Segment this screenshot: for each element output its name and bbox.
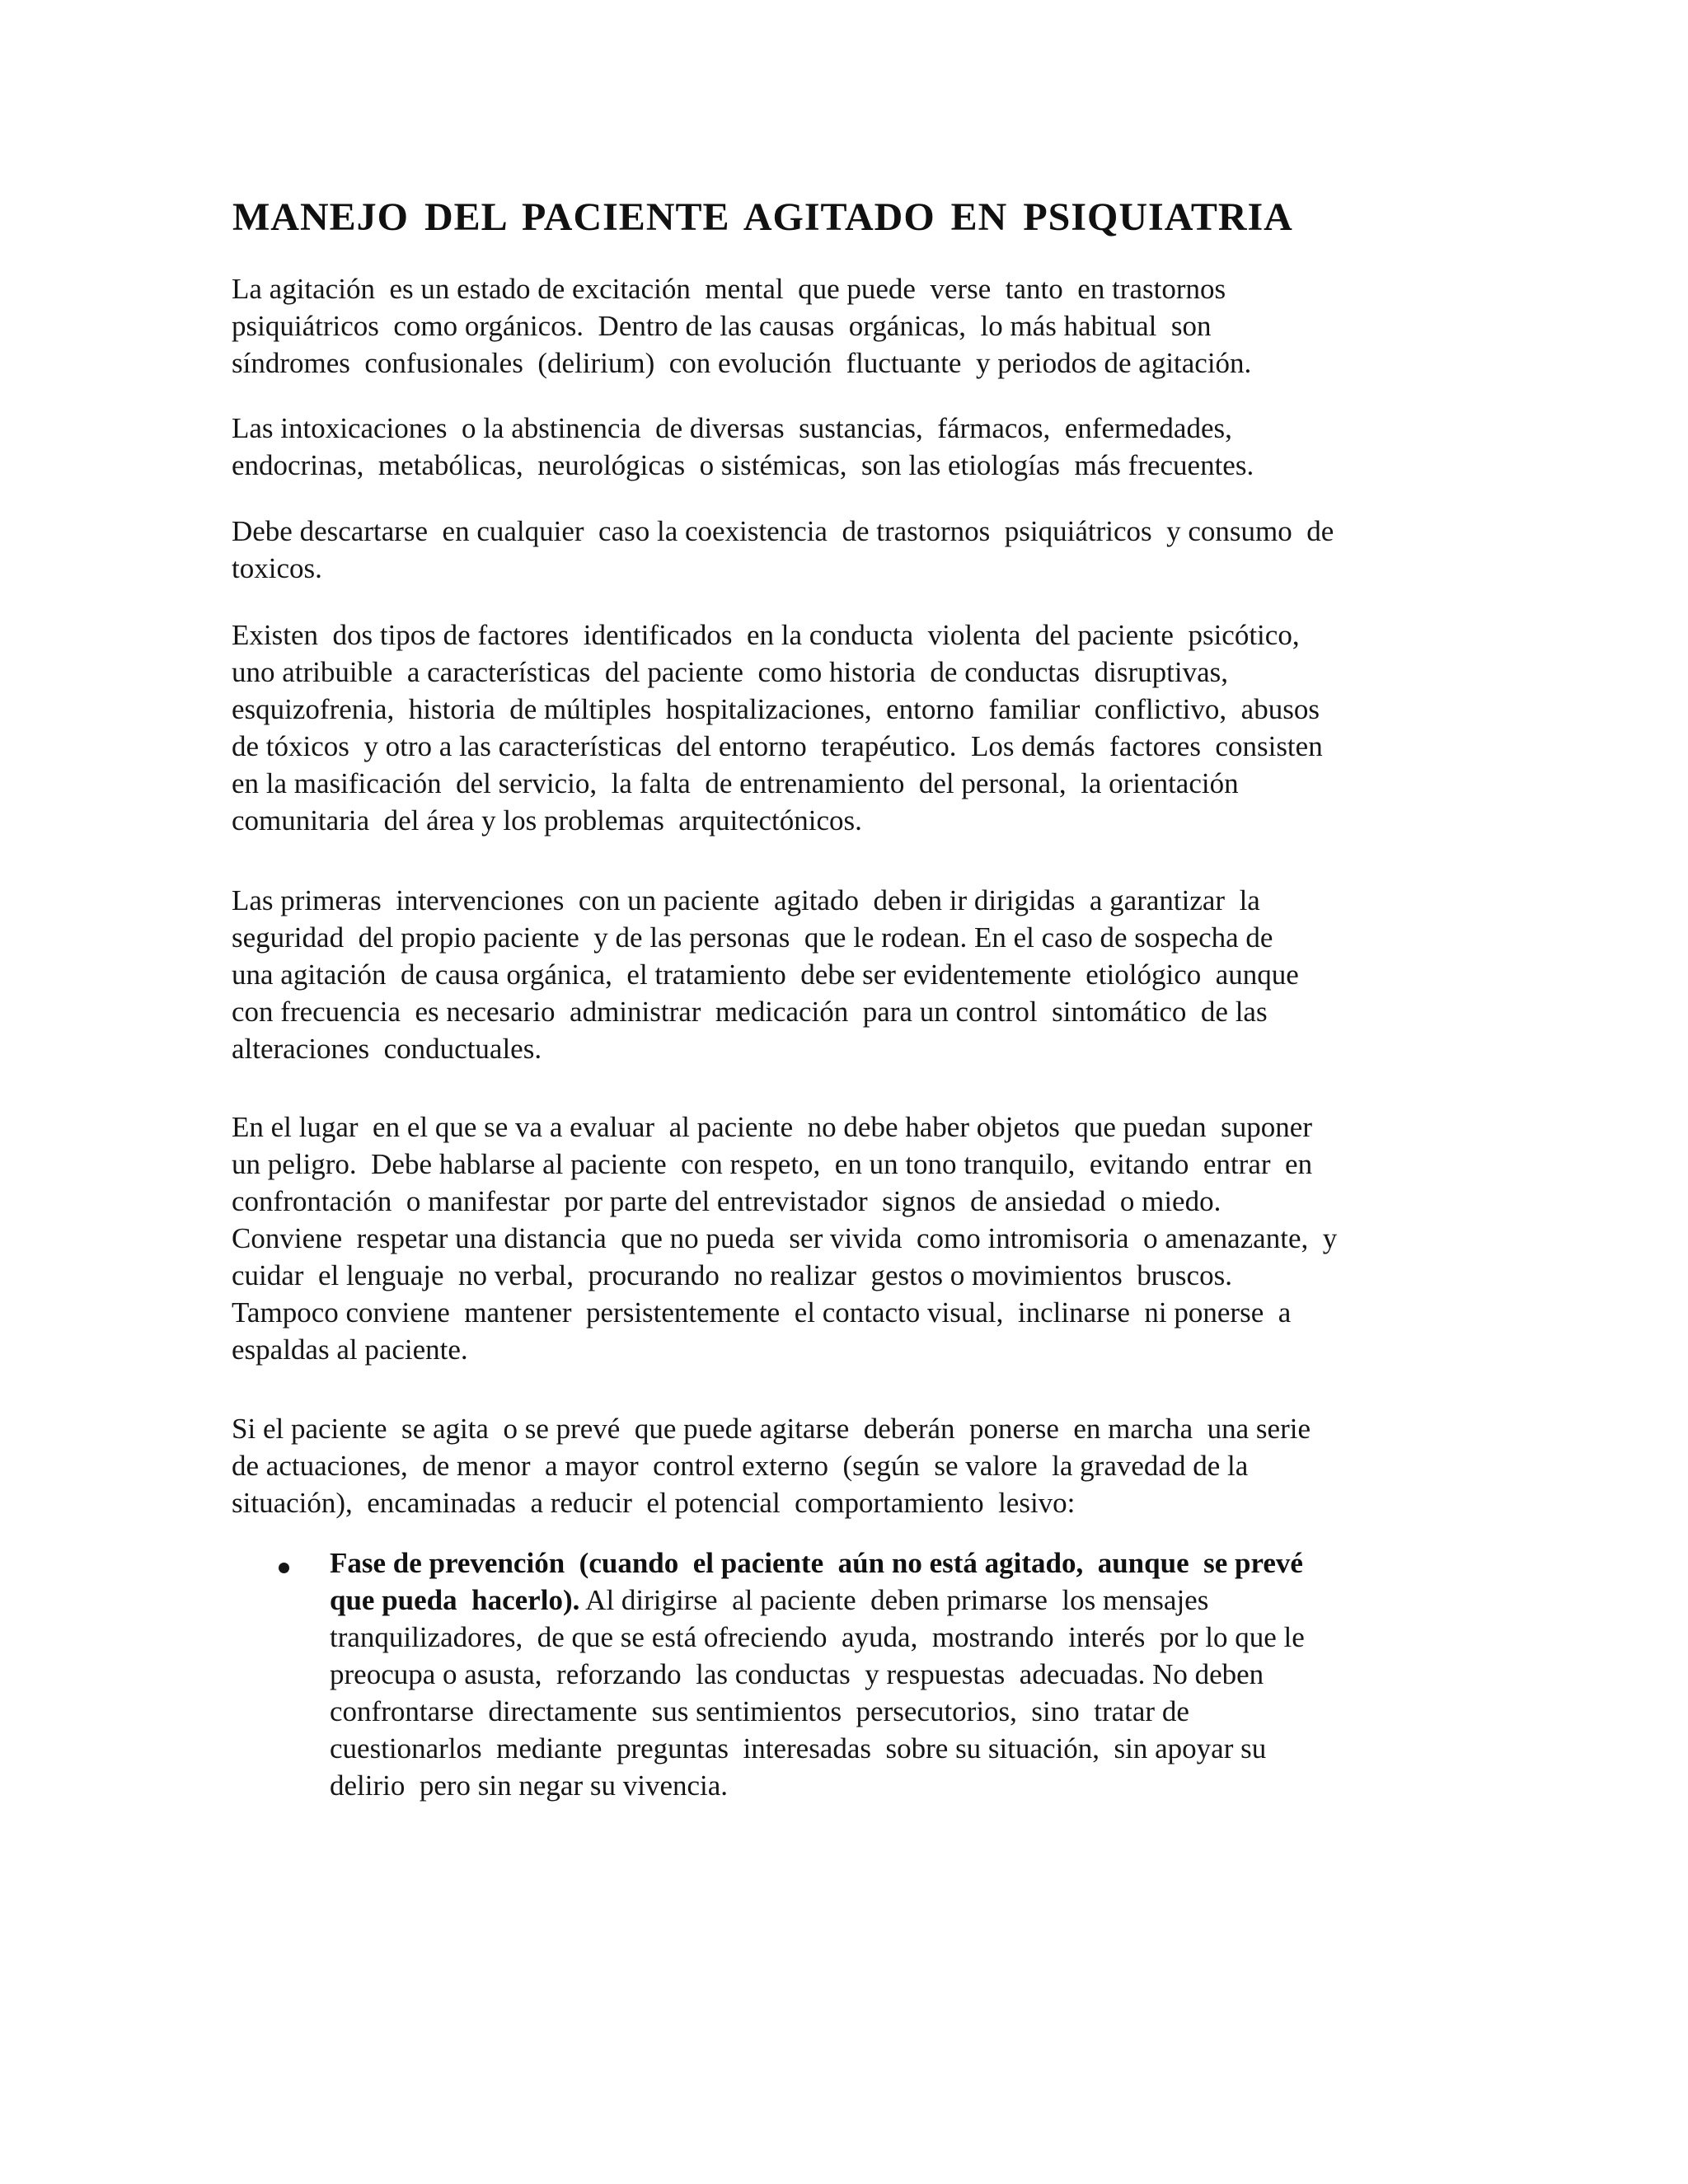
paragraph-6 (232, 1108, 1460, 1368)
bullet-heading-line: Fase de prevención (cuando el paciente aún no está agitado, aunque se prevé (330, 1547, 1303, 1579)
bullet-body-line: preocupa o asusta, reforzando las conductas y respuestas adecuadas. No deben (330, 1658, 1264, 1690)
paragraph-line: esquizofrenia, historia de múltiples hospitalizaciones, entorno familiar conflictivo, abusos (232, 693, 1320, 725)
paragraph-line: Si el paciente se agita o se prevé que puede agitarse deberán ponerse en marcha una serie (232, 1413, 1311, 1445)
paragraph-line: toxicos. (232, 552, 322, 584)
paragraph-1 (232, 270, 1460, 382)
paragraph-line: comunitaria del área y los problemas arquitectónicos. (232, 804, 862, 837)
paragraph-line: una agitación de causa orgánica, el tratamiento debe ser evidentemente etiológico aunque (232, 958, 1299, 991)
paragraph-line: de actuaciones, de menor a mayor control externo (según se valore la gravedad de la (232, 1450, 1249, 1482)
paragraph-line: Las primeras intervenciones con un paciente agitado deben ir dirigidas a garantizar la (232, 884, 1260, 916)
bullet-heading-line: que pueda hacerlo). (330, 1584, 580, 1616)
paragraph-line: En el lugar en el que se va a evaluar al paciente no debe haber objetos que puedan suponer (232, 1111, 1312, 1143)
bullet-body-line: delirio pero sin negar su vivencia. (330, 1769, 729, 1802)
paragraph-line: psiquiátricos como orgánicos. Dentro de las causas orgánicas, lo más habitual son (232, 310, 1212, 342)
paragraph-line: situación), encaminadas a reducir el potencial comportamiento lesivo: (232, 1487, 1076, 1519)
paragraph-line: en la masificación del servicio, la falta de entrenamiento del personal, la orientación (232, 767, 1239, 799)
paragraph-line: confrontación o manifestar por parte del entrevistador signos de ansiedad o miedo. (232, 1185, 1221, 1217)
paragraph-line: uno atribuible a características del paciente como historia de conductas disruptivas, (232, 656, 1229, 688)
paragraph-line: espaldas al paciente. (232, 1333, 468, 1366)
paragraph-line: endocrinas, metabólicas, neurológicas o sistémicas, son las etiologías más frecuentes. (232, 449, 1254, 481)
paragraph-3 (232, 513, 1460, 587)
document-title: MANEJO DEL PACIENTE AGITADO EN PSIQUIATRIA (232, 195, 1293, 239)
paragraph-line: de tóxicos y otro a las características del entorno terapéutico. Los demás factores consisten (232, 730, 1323, 762)
bullet-body-line: cuestionarlos mediante preguntas interesadas sobre su situación, sin apoyar su (330, 1732, 1267, 1765)
paragraph-5 (232, 882, 1460, 1067)
paragraph-line: Tampoco conviene mantener persistentemente el contacto visual, inclinarse ni ponerse a (232, 1296, 1292, 1329)
bullet-body-line: tranquilizadores, de que se está ofreciendo ayuda, mostrando interés por lo que le (330, 1621, 1305, 1653)
paragraph-line: alteraciones conductuales. (232, 1033, 542, 1065)
paragraph-line: Existen dos tipos de factores identificados en la conducta violenta del paciente psicótico, (232, 619, 1300, 651)
paragraph-line: La agitación es un estado de excitación mental que puede verse tanto en trastornos (232, 273, 1226, 305)
paragraph-line: Conviene respetar una distancia que no pueda ser vivida como intromisoria o amenazante, y (232, 1222, 1338, 1254)
paragraph-line: un peligro. Debe hablarse al paciente con respeto, en un tono tranquilo, evitando entrar en (232, 1148, 1313, 1180)
bullet-body-line: confrontarse directamente sus sentimientos persecutorios, sino tratar de (330, 1695, 1189, 1727)
paragraph-line: seguridad del propio paciente y de las personas que le rodean. En el caso de sospecha de (232, 921, 1273, 954)
paragraph-4 (232, 616, 1460, 839)
paragraph-line: con frecuencia es necesario administrar medicación para un control sintomático de las (232, 996, 1268, 1028)
paragraph-2 (232, 410, 1460, 484)
paragraph-line: Debe descartarse en cualquier caso la coexistencia de trastornos psiquiátricos y consumo de (232, 515, 1334, 547)
paragraph-7 (232, 1410, 1460, 1521)
bullet-item-prevention (330, 1544, 1467, 1804)
paragraph-line: cuidar el lenguaje no verbal, procurando no realizar gestos o movimientos bruscos. (232, 1259, 1232, 1291)
paragraph-line: Las intoxicaciones o la abstinencia de diversas sustancias, fármacos, enfermedades, (232, 412, 1232, 444)
bullet-body-line: Al dirigirse al paciente deben primarse los mensajes (579, 1584, 1209, 1616)
paragraph-line: síndromes confusionales (delirium) con evolución fluctuante y periodos de agitación. (232, 347, 1252, 379)
bullet-icon (279, 1563, 289, 1573)
